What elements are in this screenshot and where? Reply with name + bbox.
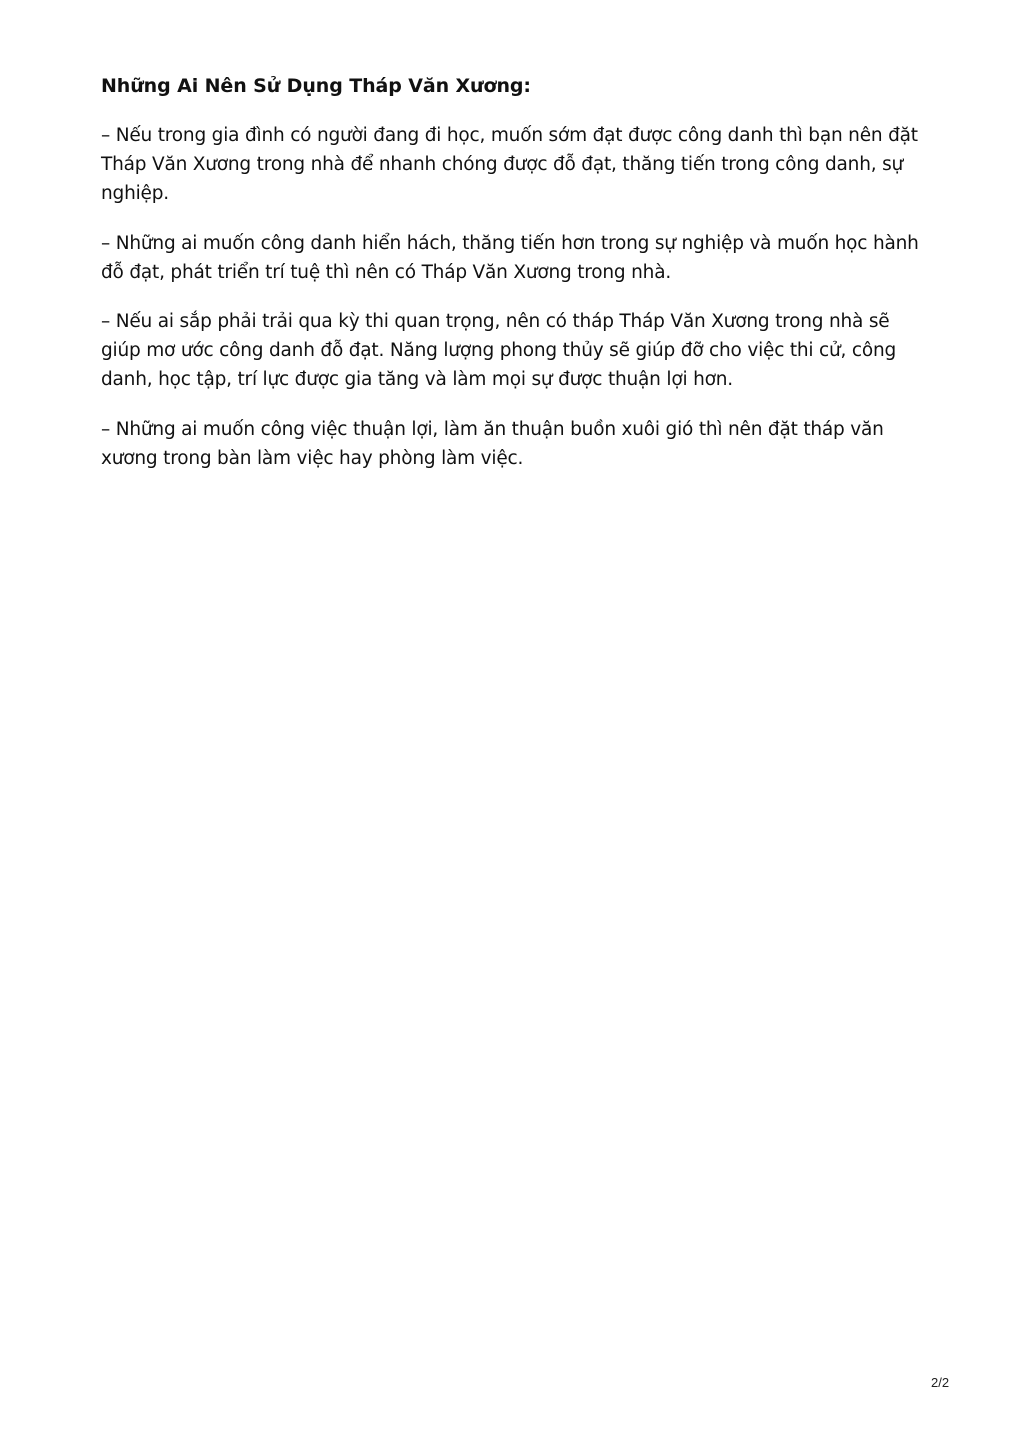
paragraph-2: – Những ai muốn công danh hiển hách, thăng tiến hơn trong sự nghiệp và muốn học hành đỗ đạt, phát triển trí tuệ thì nên có Tháp Văn Xương trong nhà. [101,232,919,283]
section-heading: Những Ai Nên Sử Dụng Tháp Văn Xương: [101,75,531,97]
paragraph-4: – Những ai muốn công việc thuận lợi, làm ăn thuận buồn xuôi gió thì nên đặt tháp văn xương trong bàn làm việc hay phòng làm việc. [101,418,884,469]
paragraph-1: – Nếu trong gia đình có người đang đi học, muốn sớm đạt được công danh thì bạn nên đặt Tháp Văn Xương trong nhà để nhanh chóng được đỗ đạt, thăng tiến trong công danh, sự nghiệp. [101,125,918,205]
document-page [101,72,931,493]
paragraph-3: – Nếu ai sắp phải trải qua kỳ thi quan trọng, nên có tháp Tháp Văn Xương trong nhà sẽ giúp mơ ước công danh đỗ đạt. Năng lượng phong thủy sẽ giúp đỡ cho việc thi cử, công danh, học tập, trí lực được gia tăng và làm mọi sự được thuận lợi hơn. [101,311,897,391]
page-number: 2/2 [931,1375,950,1390]
